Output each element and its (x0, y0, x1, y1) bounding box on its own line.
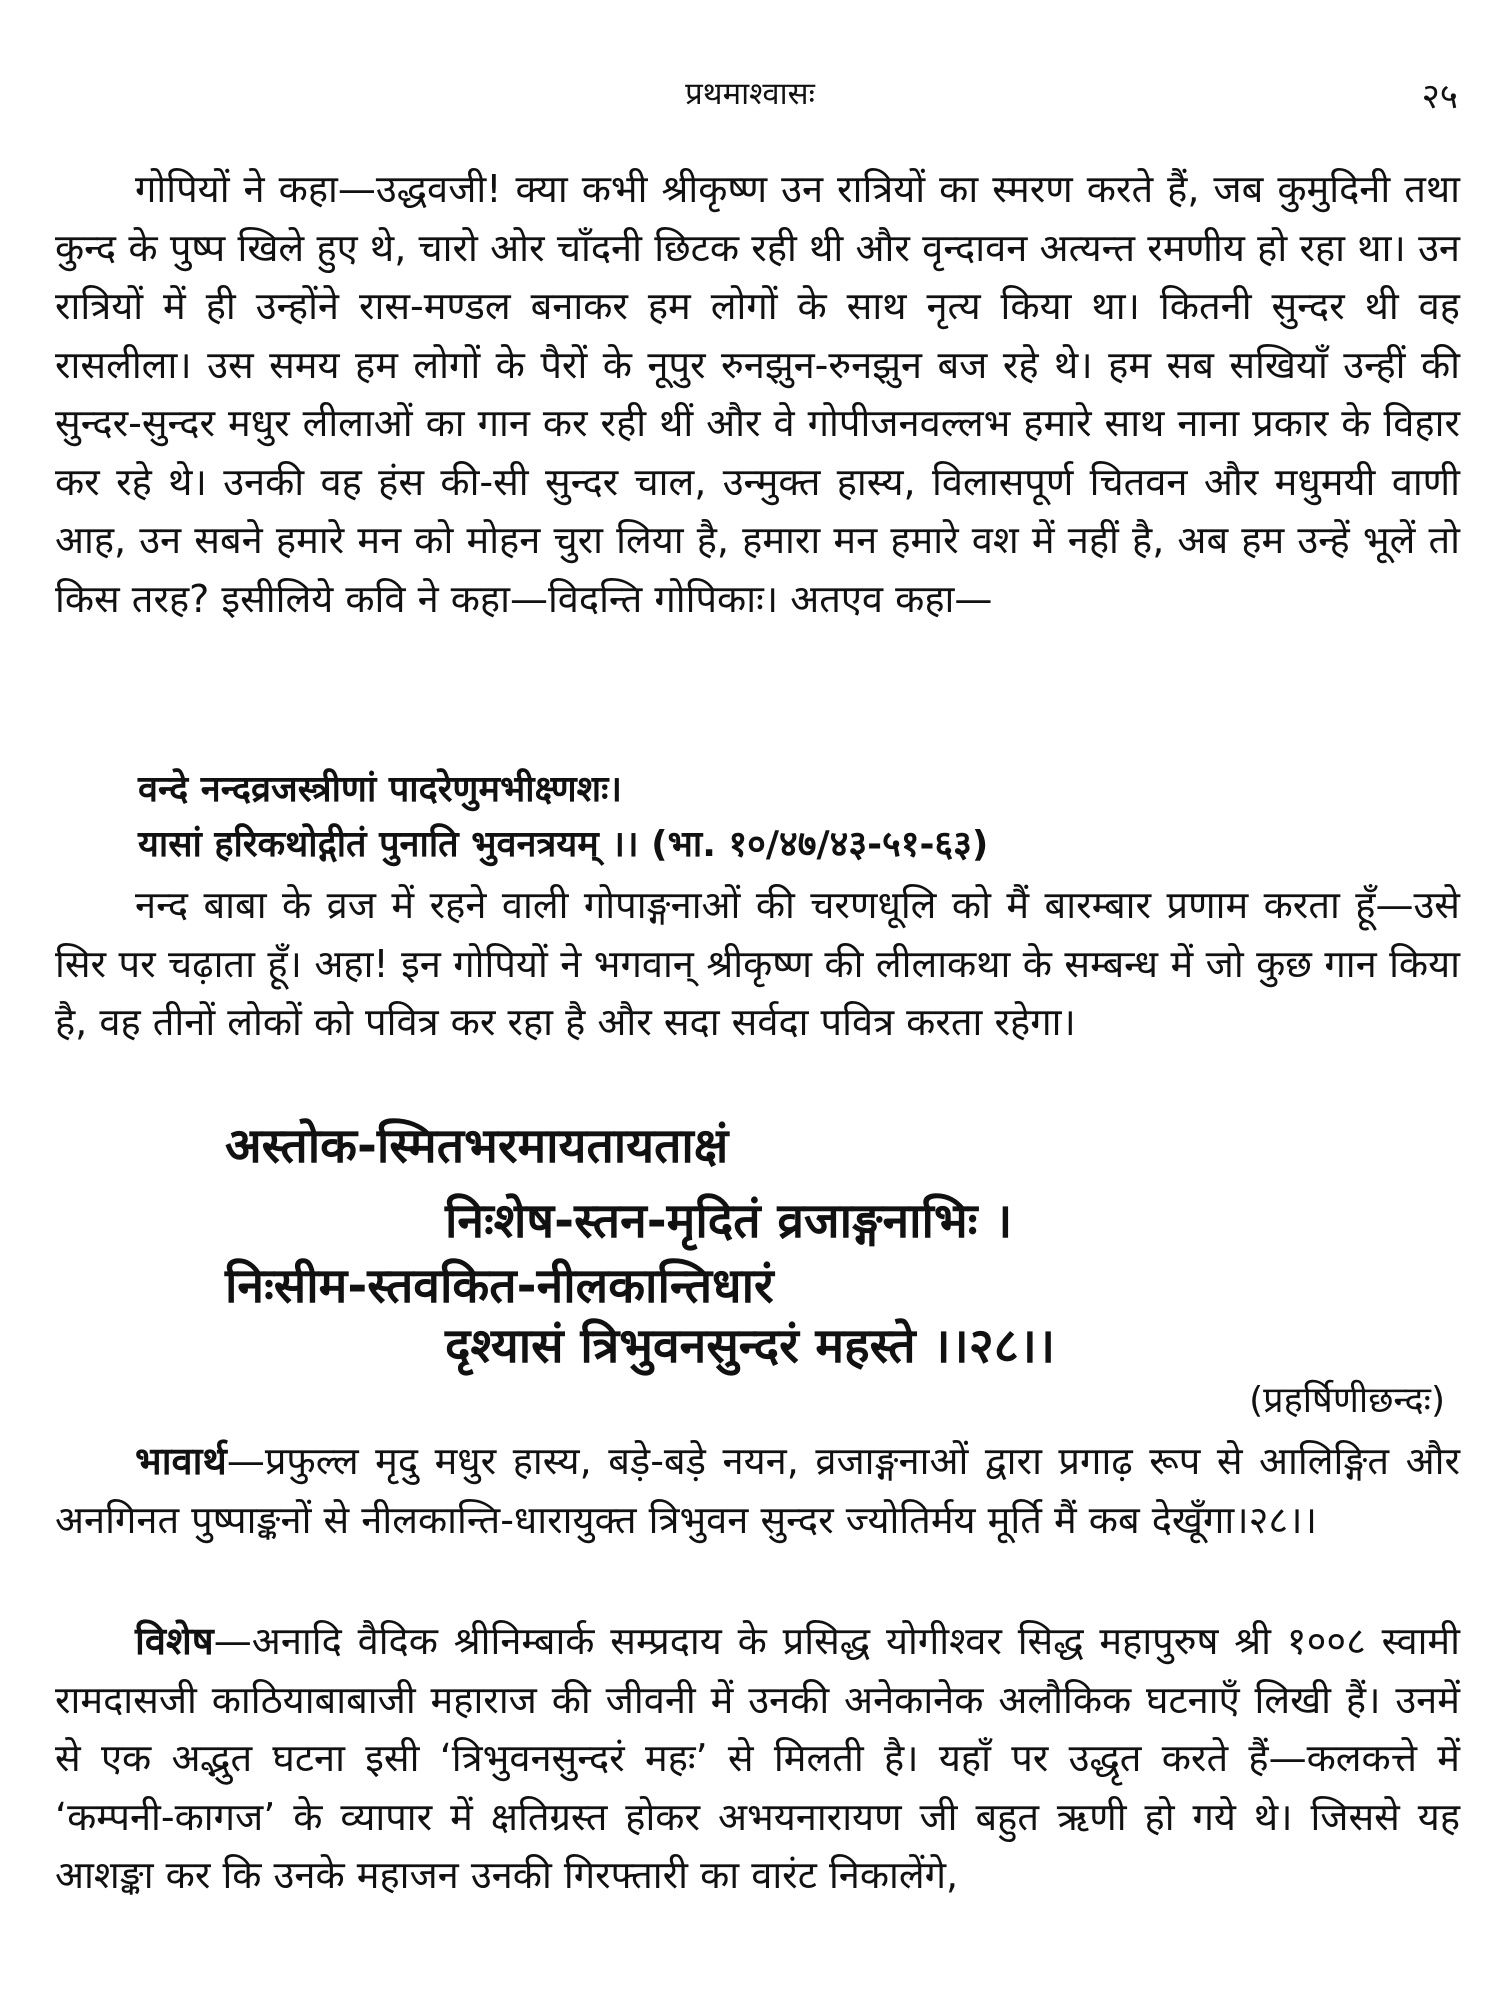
meter-name: (प्रहर्षिणीछन्दः) (1249, 1380, 1445, 1421)
main-verse-line-3: निःसीम-स्तवकित-नीलकान्तिधारं (225, 1258, 774, 1314)
page-header (0, 72, 1500, 132)
paragraph-gopis-speech (55, 160, 1460, 628)
paragraph-translation-text: नन्द बाबा के व्रज में रहने वाली गोपाङ्गनाओं की चरणधूलि को मैं बारम्बार प्रणाम करता हूँ—उसे सिर पर चढ़ाता हूँ। अहा! इन गोपियों ने भगवान् श्रीकृष्ण की लीलाकथा के सम्बन्ध में जो कुछ गान किया है, वह तीनों लोकों को पवित्र कर रहा है और सदा सर्वदा पवित्र करता रहेगा। (55, 883, 1460, 1044)
vishesh-label: विशेष (135, 1619, 214, 1663)
vishesh-text: —अनादि वैदिक श्रीनिम्बार्क सम्प्रदाय के प्रसिद्ध योगीश्वर सिद्ध महापुरुष श्री १००८ स्वामी रामदासजी काठियाबाबाजी महाराज की जीवनी में उनकी अनेकानेक अलौकिक घटनाएँ लिखी हैं। उनमें से एक अद्भुत घटना इसी ‘त्रिभुवनसुन्दरं महः’ से मिलती है। यहाँ पर उद्धृत करते हैं—कलकत्ते में ‘कम्पनी-कागज’ के व्यापार में क्षतिग्रस्त होकर अभयनारायण जी बहुत ऋणी हो गये थे। जिससे यह आशङ्का कर कि उनके महाजन उनकी गिरफ्तारी का वारंट निकालेंगे, (55, 1619, 1460, 1897)
main-verse-line-4: दृश्यासं त्रिभुवनसुन्दरं महस्ते ।।२८।। (445, 1318, 1056, 1374)
paragraph-gopis-speech-text: गोपियों ने कहा—उद्धवजी! क्या कभी श्रीकृष्ण उन रात्रियों का स्मरण करते हैं, जब कुमुदिनी तथा कुन्द के पुष्प खिले हुए थे, चारो ओर चाँदनी छिटक रही थी और वृन्दावन अत्यन्त रमणीय हो रहा था। उन रात्रियों में ही उन्होंने रास-मण्डल बनाकर हम लोगों के साथ नृत्य किया था। कितनी सुन्दर थी वह रासलीला। उस समय हम लोगों के पैरों के नूपुर रुनझुन-रुनझुन बज रहे थे। हम सब सखियाँ उन्हीं की सुन्दर-सुन्दर मधुर लीलाओं का गान कर रही थीं और वे गोपीजनवल्लभ हमारे साथ नाना प्रकार के विहार कर रहे थे। उनकी वह हंस की-सी सुन्दर चाल, उन्मुक्त हास्य, विलासपूर्ण चितवन और मधुमयी वाणी आह, उन सबने हमारे मन को मोहन चुरा लिया है, हमारा मन हमारे वश में नहीं है, अब हम उन्हें भूलें तो किस तरह? इसीलिये कवि ने कहा—विदन्ति गोपिकाः। अतएव कहा— (55, 167, 1460, 621)
page-number: २५ (1421, 77, 1458, 117)
main-verse-line-1: अस्तोक-स्मितभरमायतायताक्षं (225, 1118, 729, 1174)
paragraph-bhavarth (55, 1432, 1460, 1549)
bhavarth-text: —प्रफुल्ल मृदु मधुर हास्य, बड़े-बड़े नयन, व्रजाङ्गनाओं द्वारा प्रगाढ़ रूप से आलिङ्गित और अनगिनत पुष्पाङ्कनों से नीलकान्ति-धारायुक्त त्रिभुवन सुन्दर ज्योतिर्मय मूर्ति मैं कब देखूँगा।२८।। (55, 1439, 1460, 1542)
main-verse-line-2: निःशेष-स्तन-मृदितं व्रजाङ्गनाभिः । (445, 1193, 1013, 1249)
bhavarth-label: भावार्थ (135, 1439, 227, 1483)
running-title: प्रथमाश्वासः (685, 76, 815, 112)
quote-verse-line-2: यासां हरिकथोद्गीतं पुनाति भुवनत्रयम् ।। (भा. १०/४७/४३-५१-६३) (138, 824, 989, 865)
quote-verse-line-1: वन्दे नन्दव्रजस्त्रीणां पादरेणुमभीक्ष्णशः। (138, 769, 623, 810)
paragraph-translation (55, 876, 1460, 1052)
paragraph-vishesh (55, 1612, 1460, 1905)
